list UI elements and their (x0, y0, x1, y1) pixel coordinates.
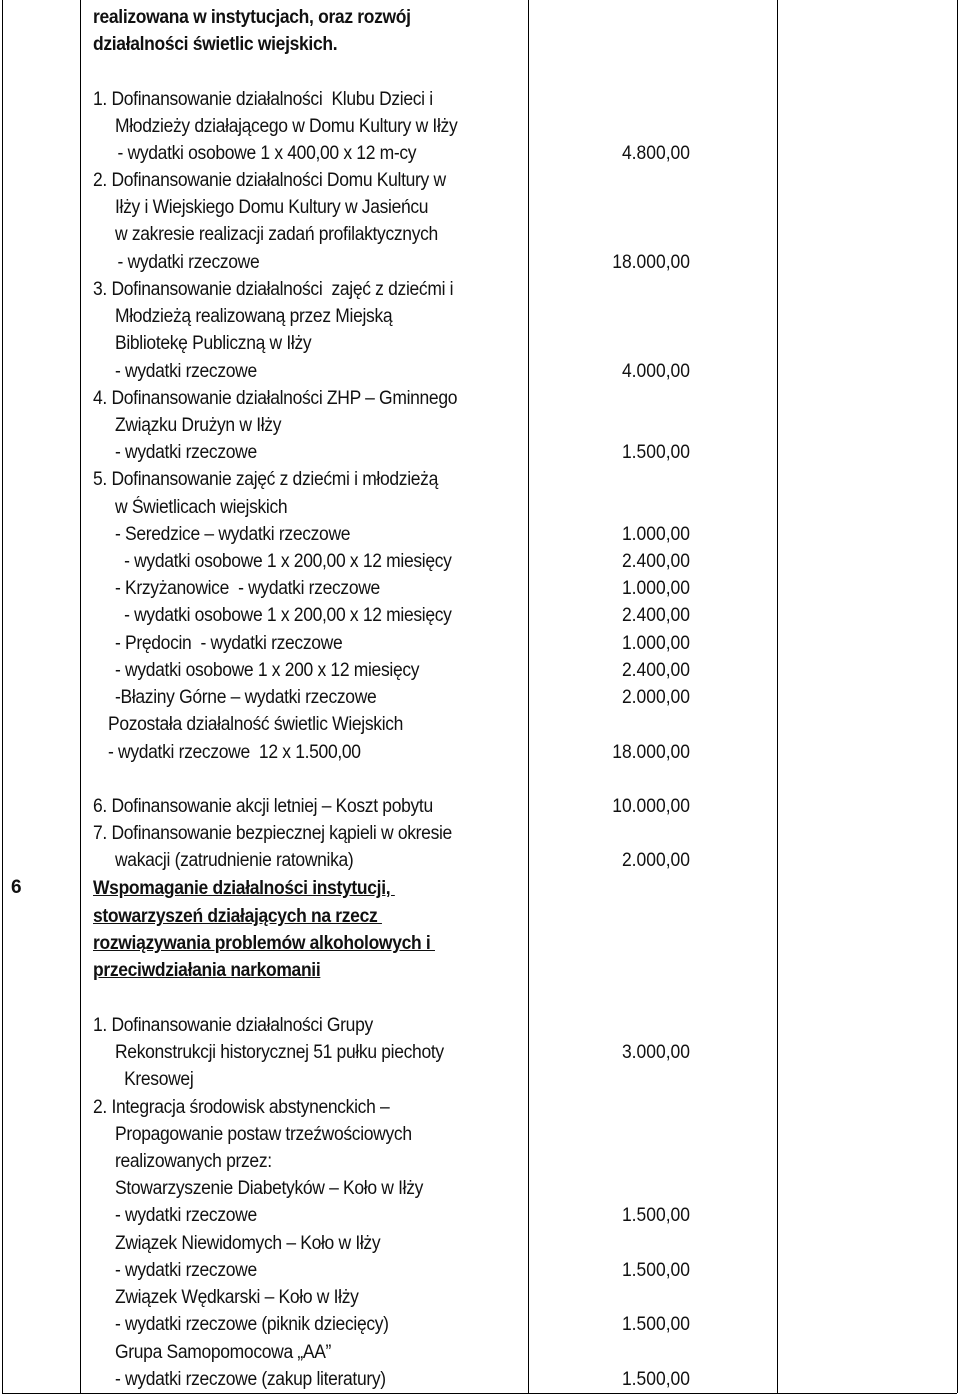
s6-line: Kresowej (115, 1069, 194, 1090)
s5-value: 2.000,00 (621, 850, 690, 871)
s5-line: - wydatki osobowe 1 x 400,00 x 12 m-cy (113, 143, 417, 164)
s5-line: - wydatki rzeczowe (115, 442, 257, 463)
s5-value: 1.000,00 (621, 578, 690, 599)
s5-line: 7. Dofinansowanie bezpiecznej kąpieli w okresie (93, 823, 452, 844)
s5-line: Związku Drużyn w Iłży (115, 415, 282, 436)
s5-line: 2. Dofinansowanie działalności Domu Kultury w (93, 170, 446, 191)
table-bottom-border (2, 1393, 957, 1394)
s5-line: - Seredzice – wydatki rzeczowe (115, 524, 351, 545)
s5-line: - wydatki osobowe 1 x 200,00 x 12 miesięcy (115, 551, 452, 572)
s6-line: Grupa Samopomocowa „AA” (115, 1342, 332, 1363)
s5-value: 2.400,00 (621, 660, 690, 681)
s5-value: 2.400,00 (621, 605, 690, 626)
s5-line: - wydatki rzeczowe 12 x 1.500,00 (108, 742, 361, 763)
section5-intro-line-2: działalności świetlic wiejskich. (93, 34, 338, 55)
column-divider-3 (777, 0, 778, 1393)
s6-line: Stowarzyszenie Diabetyków – Koło w Iłży (115, 1178, 424, 1199)
s5-line: wakacji (zatrudnienie ratownika) (115, 850, 354, 871)
s6-line: Związek Wędkarski – Koło w Iłży (115, 1287, 359, 1308)
s5-line: - wydatki rzeczowe (115, 361, 257, 382)
s5-line: - wydatki rzeczowe (113, 252, 260, 273)
s6-value: 1.500,00 (621, 1205, 690, 1226)
s6-value: 3.000,00 (621, 1042, 690, 1063)
s6-line: - wydatki rzeczowe (piknik dziecięcy) (115, 1314, 389, 1335)
section6-heading-line-3: rozwiązywania problemów alkoholowych i (93, 933, 435, 954)
s5-line: 4. Dofinansowanie działalności ZHP – Gminnego (93, 388, 458, 409)
s5-value: 1.000,00 (621, 633, 690, 654)
column-divider-1 (80, 0, 81, 1393)
s6-line: Rekonstrukcji historycznej 51 pułku piechoty (115, 1042, 444, 1063)
s5-line: Pozostała działalność świetlic Wiejskich (108, 714, 404, 735)
s6-line: realizowanych przez: (115, 1151, 272, 1172)
s5-line: 6. Dofinansowanie akcji letniej – Koszt pobytu (93, 796, 433, 817)
s5-value: 2.400,00 (621, 551, 690, 572)
s5-value: 18.000,00 (612, 742, 690, 763)
s6-value: 1.500,00 (621, 1260, 690, 1281)
s5-line: Iłży i Wiejskiego Domu Kultury w Jasieńcu (115, 197, 429, 218)
s6-line: Związek Niewidomych – Koło w Iłży (115, 1233, 381, 1254)
section6-heading-line-1: Wspomaganie działalności instytucji, (93, 878, 395, 899)
s5-line: - wydatki osobowe 1 x 200,00 x 12 miesięcy (115, 605, 452, 626)
s5-value: 4.800,00 (621, 143, 690, 164)
s5-line: Bibliotekę Publiczną w Iłży (115, 333, 312, 354)
section6-heading-line-4: przeciwdziałania narkomanii (93, 960, 321, 981)
s6-line: - wydatki rzeczowe (115, 1260, 257, 1281)
s5-line: 1. Dofinansowanie działalności Klubu Dzieci i (93, 89, 433, 110)
s6-value: 1.500,00 (621, 1369, 690, 1390)
s5-line: w zakresie realizacji zadań profilaktycznych (115, 224, 438, 245)
s5-value: 2.000,00 (621, 687, 690, 708)
s5-line: Młodzieżą realizowaną przez Miejską (115, 306, 393, 327)
table-border-left (2, 0, 3, 1393)
s5-value: 1.500,00 (621, 442, 690, 463)
s5-line: Młodzieży działającego w Domu Kultury w Iłży (115, 116, 458, 137)
s6-line: Propagowanie postaw trzeźwościowych (115, 1124, 412, 1145)
s6-value: 1.500,00 (621, 1314, 690, 1335)
section6-heading-line-2: stowarzyszeń działających na rzecz (93, 906, 382, 927)
s5-line: -Błaziny Górne – wydatki rzeczowe (115, 687, 377, 708)
s6-line: - wydatki rzeczowe (115, 1205, 257, 1226)
s6-line: 2. Integracja środowisk abstynenckich – (93, 1097, 390, 1118)
section6-number: 6 (11, 877, 22, 898)
s5-line: - Krzyżanowice - wydatki rzeczowe (115, 578, 380, 599)
s5-line: 5. Dofinansowanie zajęć z dziećmi i młodzieżą (93, 469, 438, 490)
table-border-right (957, 0, 958, 1393)
section5-intro-line-1: realizowana w instytucjach, oraz rozwój (93, 7, 411, 28)
s6-line: 1. Dofinansowanie działalności Grupy (93, 1015, 373, 1036)
s5-line: w Świetlicach wiejskich (115, 497, 288, 518)
s5-value: 4.000,00 (621, 361, 690, 382)
s5-line: - wydatki osobowe 1 x 200 x 12 miesięcy (115, 660, 420, 681)
s5-value: 18.000,00 (612, 252, 690, 273)
s5-value: 1.000,00 (621, 524, 690, 545)
s5-value: 10.000,00 (612, 796, 690, 817)
s6-line: - wydatki rzeczowe (zakup literatury) (115, 1369, 386, 1390)
s5-line: - Prędocin - wydatki rzeczowe (115, 633, 343, 654)
s5-line: 3. Dofinansowanie działalności zajęć z dziećmi i (93, 279, 454, 300)
